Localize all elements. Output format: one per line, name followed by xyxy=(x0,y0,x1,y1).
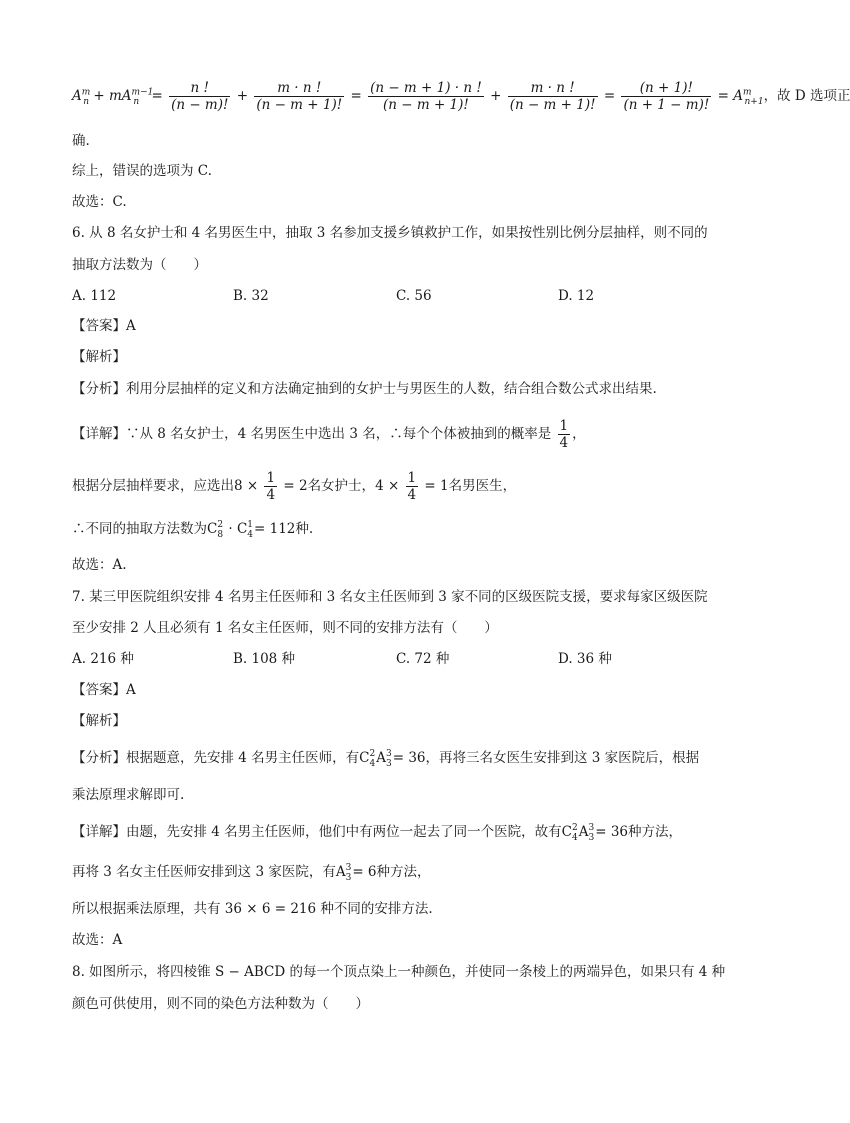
q6-detail-line3: ∴不同的抽取方法数为C 2 8 · C 1 4 = 112种. xyxy=(72,519,314,540)
q7-jiexi: 【解析】 xyxy=(72,713,126,729)
summary-line: 综上，错误的选项为 C. xyxy=(72,163,212,179)
formula-result: $A^m_{n+1}$ xyxy=(733,87,764,107)
fraction-2: $\frac{m \cdot n !}{(n - m + 1)!}$ xyxy=(256,80,343,113)
q6-stem-line2: 抽取方法数为（ ） xyxy=(72,257,207,273)
q6-fenxi: 【分析】利用分层抽样的定义和方法确定抽到的女护士与男医生的人数，结合组合数公式求出结果. xyxy=(72,381,657,397)
q7-stem-line2: 至少安排 2 人且必须有 1 名女主任医师，则不同的安排方法有（ ） xyxy=(72,620,498,636)
q7-stem-line1: 7. 某三甲医院组织安排 4 名男主任医师和 3 名女主任医师到 3 家不同的区级医院支援，要求每家区级医院 xyxy=(72,589,708,605)
q7-answer: 【答案】A xyxy=(72,682,136,698)
q7-fenxi-line1: 【分析】根据题意，先安排 4 名男主任医师，有C 2 4 A 3 3 = 36，再将三名女医生安排到这 3 家医院后，根据 xyxy=(72,748,700,769)
q6-option-c: C. 56 xyxy=(396,288,432,304)
q8-stem-line1: 8. 如图所示，将四棱锥 S − ABCD 的每一个顶点染上一种颜色，并使同一条棱上的两端异色，如果只有 4 种 xyxy=(72,964,726,980)
fraction-quarter: $\frac{1}{4}$ xyxy=(407,470,417,503)
fraction-4: $\frac{m \cdot n !}{(n - m + 1)!}$ xyxy=(509,80,596,113)
q6-choose: 故选：A. xyxy=(72,557,127,573)
q7-option-b: B. 108 种 xyxy=(233,651,296,667)
q7-fenxi-line2: 乘法原理求解即可. xyxy=(72,787,185,803)
q6-detail-line2: 根据分层抽样要求，应选出8 × $\frac{1}{4}$ = 2名女护士，4 × $\frac{1}{4}$ = 1名男医生， xyxy=(72,470,517,503)
q6-detail-line1: 【详解】∵从 8 名女护士，4 名男医生中选出 3 名，∴每个个体被抽到的概率是 $\frac{1}{4}$ ， xyxy=(72,418,586,451)
fraction-quarter: $\frac{1}{4}$ xyxy=(266,470,276,503)
q7-detail-line2: 再将 3 名女主任医师安排到这 3 家医院，有A 3 3 = 6种方法， xyxy=(72,862,431,883)
q7-detail-line3: 所以根据乘法原理，共有 36 × 6 = 216 种不同的安排方法. xyxy=(72,901,433,917)
q8-stem-line2: 颜色可供使用，则不同的染色方法种数为（ ） xyxy=(72,996,369,1012)
formula-line: $A^m_n + mA^{m-1}_n$ = $\frac{n !}{(n - m)!}$ + $\frac{m \cdot n !}{(n - m + 1)!}$ = $\frac{(n - m + 1) \cdot n !}{(n - m + 1)!}$ + $\frac{m \cdot n !}{(n - m + 1)!}$ = $\frac{(n + 1)!}{(n + 1 - m)!}$ = $A^m_{n+1}$，故 D 选项正 xyxy=(72,80,850,113)
q6-option-b: B. 32 xyxy=(233,288,269,304)
q6-stem-line1: 6. 从 8 名女护士和 4 名男医生中，抽取 3 名参加支援乡镇救护工作，如果按性别比例分层抽样，则不同的 xyxy=(72,225,708,241)
q7-option-d: D. 36 种 xyxy=(558,651,612,667)
q6-option-a: A. 112 xyxy=(72,288,117,304)
formula-tail: ，故 D 选项正 xyxy=(763,88,850,104)
fraction-quarter: $\frac{1}{4}$ xyxy=(559,418,569,451)
fraction-3: $\frac{(n - m + 1) \cdot n !}{(n - m + 1)!}$ xyxy=(370,80,482,113)
fraction-1: $\frac{n !}{(n - m)!}$ xyxy=(171,80,229,113)
formula-lhs: $A^m_n + mA^{m-1}_n$ xyxy=(72,87,154,107)
text-line: 确. xyxy=(72,133,90,149)
q7-detail-line1: 【详解】由题，先安排 4 名男主任医师，他们中有两位一起去了同一个医院，故有C 2 4 A 3 3 = 36种方法， xyxy=(72,822,683,843)
fraction-5: $\frac{(n + 1)!}{(n + 1 - m)!}$ xyxy=(623,80,710,113)
choose-line: 故选：C. xyxy=(72,194,127,210)
q6-jiexi: 【解析】 xyxy=(72,349,126,365)
q7-option-a: A. 216 种 xyxy=(72,651,134,667)
q6-option-d: D. 12 xyxy=(558,288,595,304)
q7-choose: 故选：A xyxy=(72,932,123,948)
q6-answer: 【答案】A xyxy=(72,318,136,334)
q7-option-c: C. 72 种 xyxy=(396,651,450,667)
